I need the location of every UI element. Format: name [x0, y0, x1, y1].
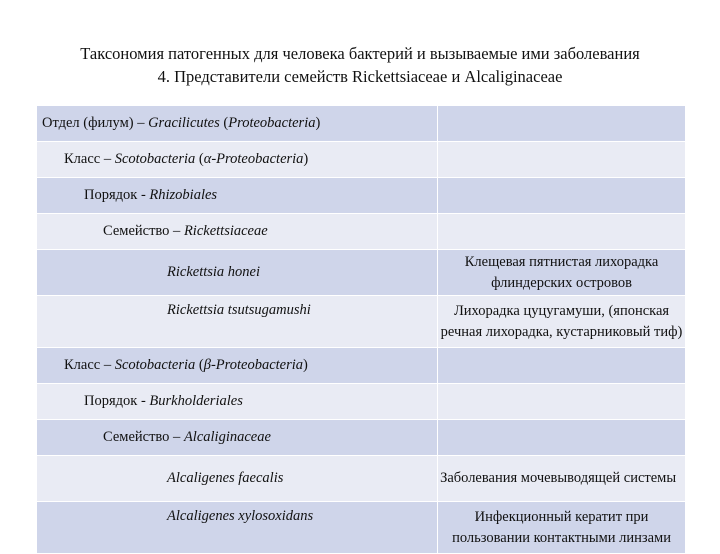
page-title	[0, 42, 720, 88]
table-row-species	[37, 456, 686, 502]
table-row-species	[37, 250, 686, 296]
table-row-phylum	[37, 106, 686, 142]
taxon-cell: Порядок - Burkholderiales	[37, 384, 438, 420]
title-line-2: 4. Представители семейств Rickettsiaceae и Alcaliginaceae	[157, 67, 563, 86]
taxon-cell: Семейство – Alcaliginaceae	[37, 420, 438, 456]
table-row-family	[37, 214, 686, 250]
table-row-family	[37, 420, 686, 456]
disease-cell	[438, 142, 686, 178]
disease-cell: Лихорадка цуцугамуши, (японская речная лихорадка, кустарниковый тиф)	[438, 296, 686, 348]
table-row-order	[37, 384, 686, 420]
disease-cell	[438, 420, 686, 456]
disease-cell: Заболевания мочевыводящей системы	[438, 456, 686, 502]
disease-cell	[438, 214, 686, 250]
table-row-species	[37, 296, 686, 348]
species-cell: Rickettsia tsutsugamushi	[37, 296, 438, 348]
table-row-order	[37, 178, 686, 214]
table-row-class	[37, 142, 686, 178]
taxon-cell: Семейство – Rickettsiaceae	[37, 214, 438, 250]
table-row-class	[37, 348, 686, 384]
taxon-cell: Класс – Scotobacteria (β-Proteobacteria)	[37, 348, 438, 384]
disease-cell	[438, 348, 686, 384]
table-row-species	[37, 502, 686, 554]
taxonomy-table	[36, 105, 686, 554]
disease-cell	[438, 384, 686, 420]
taxon-cell: Порядок - Rhizobiales	[37, 178, 438, 214]
taxon-cell: Класс – Scotobacteria (α-Proteobacteria)	[37, 142, 438, 178]
disease-cell	[438, 106, 686, 142]
disease-cell: Клещевая пятнистая лихорадка флиндерских островов	[438, 250, 686, 296]
disease-cell	[438, 178, 686, 214]
disease-cell: Инфекционный кератит при пользовании контактными линзами	[438, 502, 686, 554]
taxon-cell: Отдел (филум) – Gracilicutes (Proteobacteria)	[37, 106, 438, 142]
species-cell: Rickettsia honei	[37, 250, 438, 296]
species-cell: Alcaligenes xylosoxidans	[37, 502, 438, 554]
species-cell: Alcaligenes faecalis	[37, 456, 438, 502]
title-line-1: Таксономия патогенных для человека бактерий и вызываемые ими заболевания	[80, 44, 640, 63]
